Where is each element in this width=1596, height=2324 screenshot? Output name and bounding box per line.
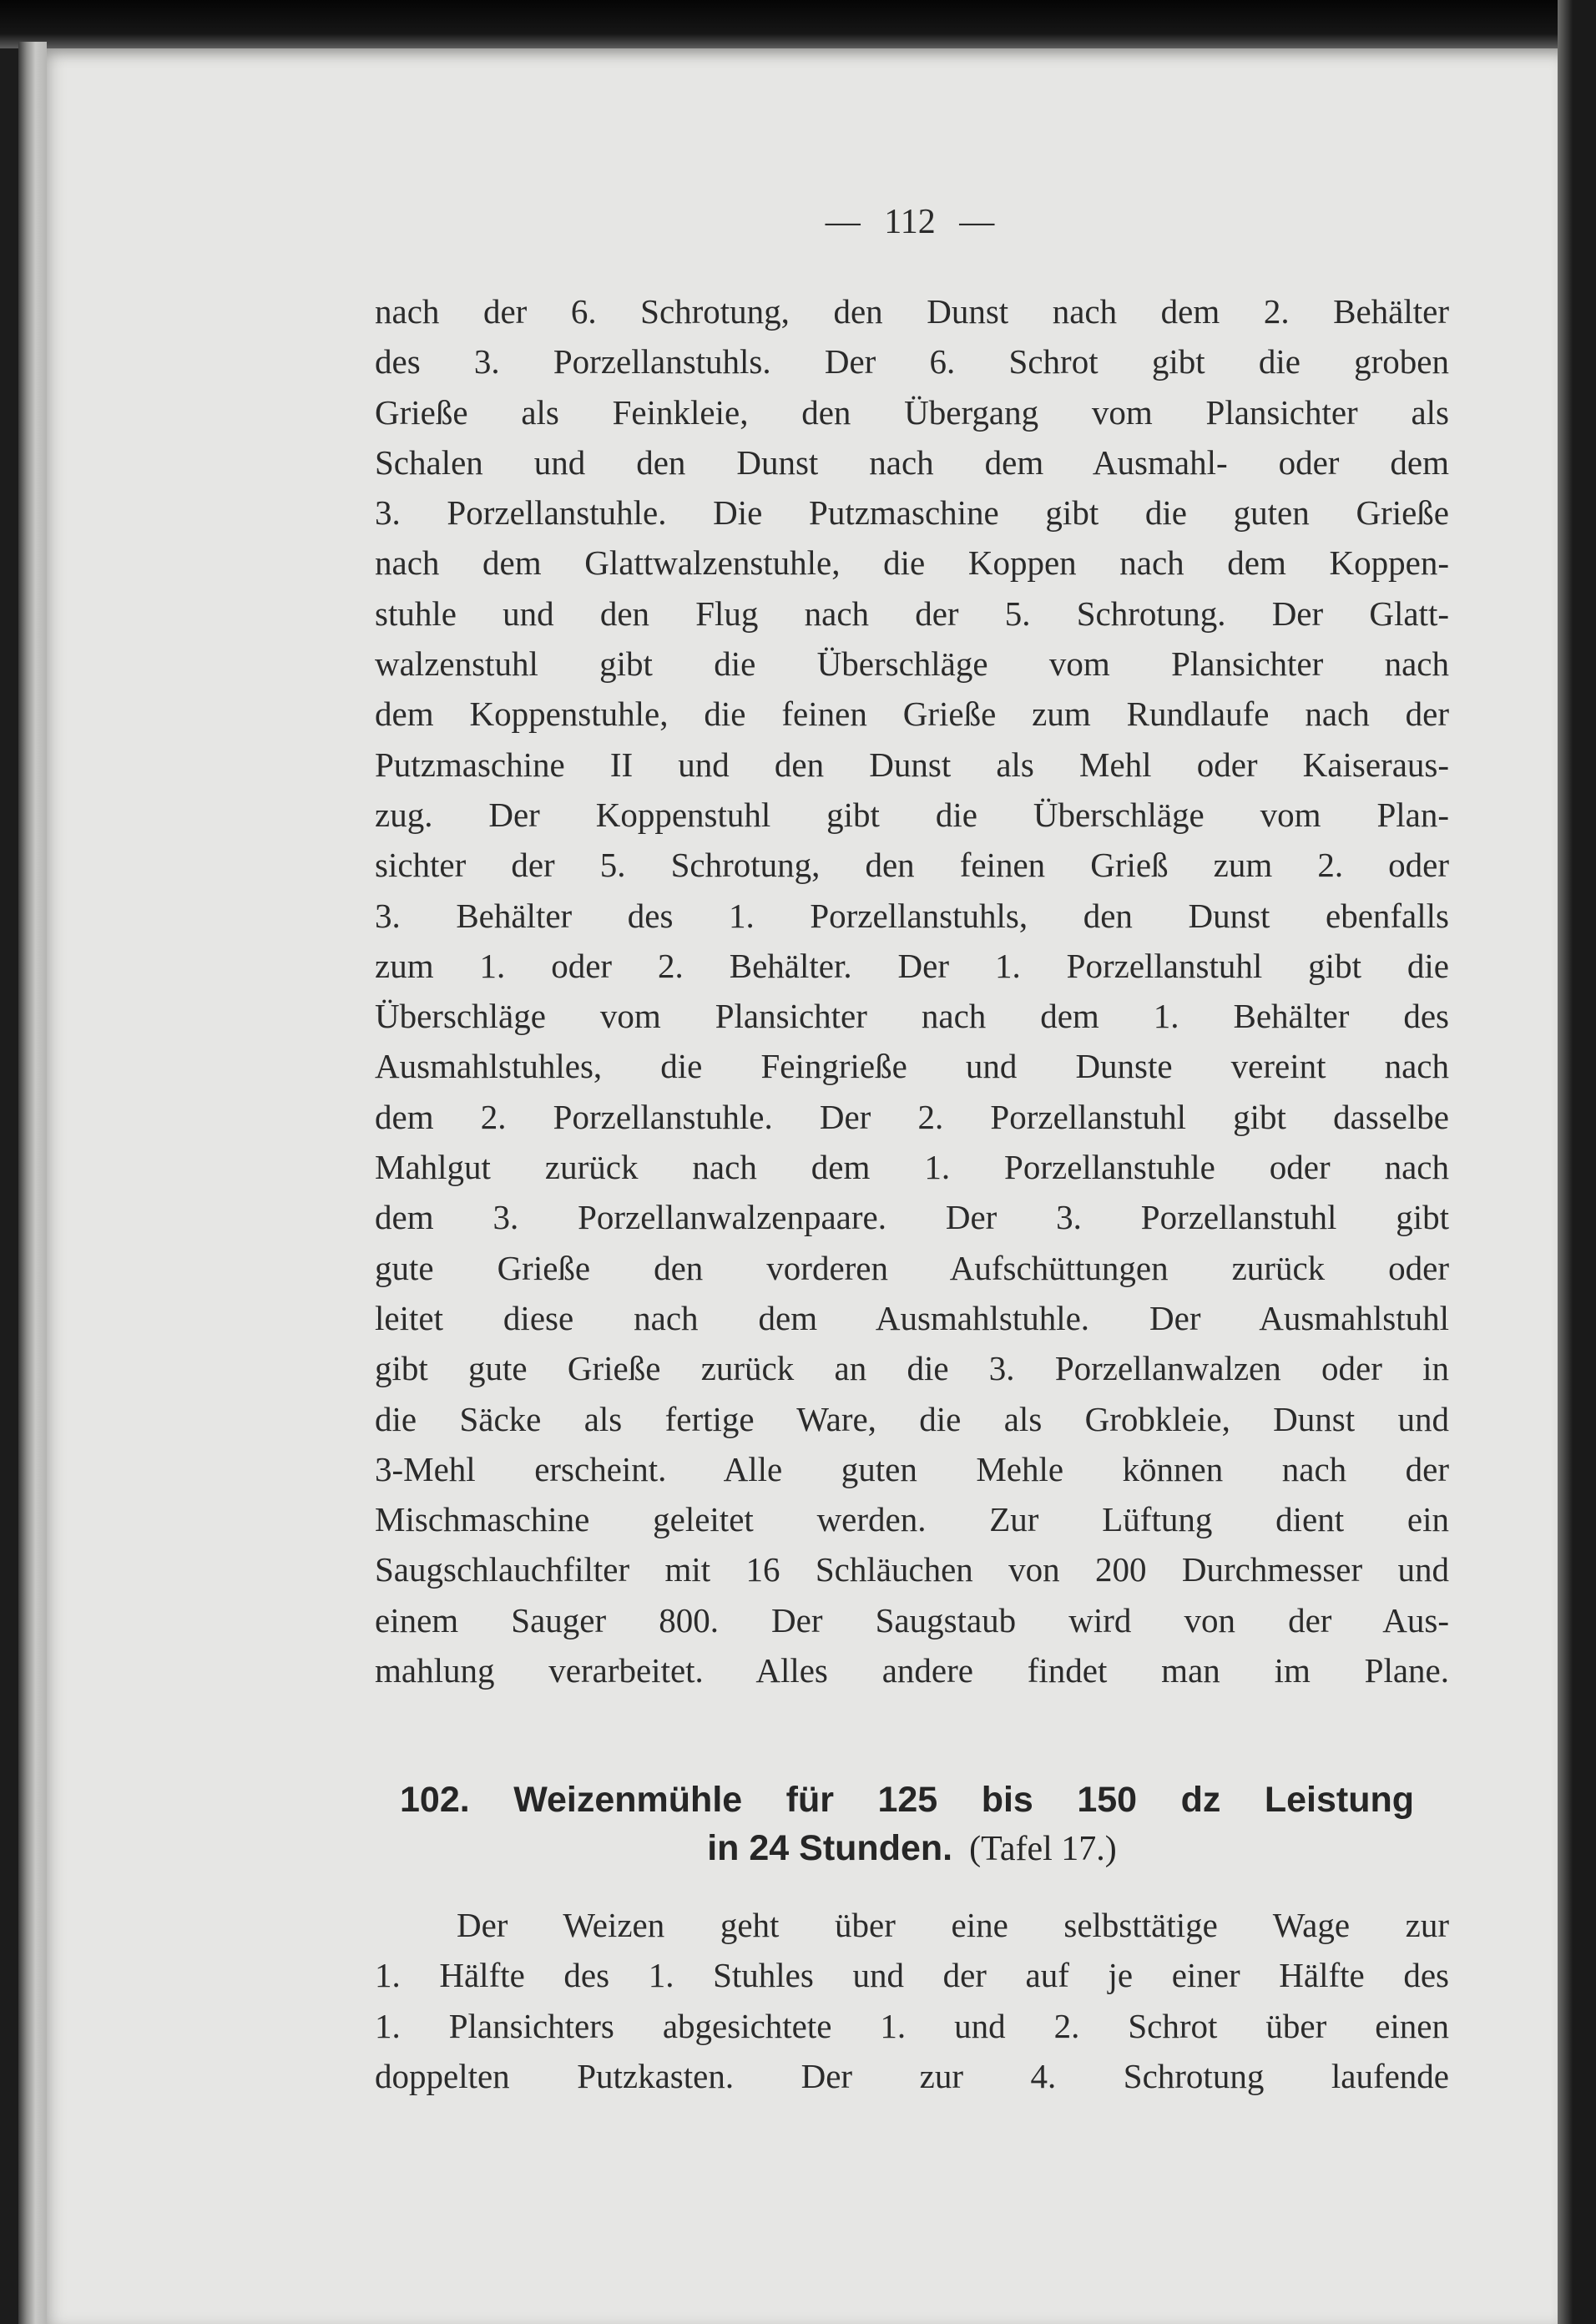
page-number: — 112 — — [825, 203, 995, 241]
text-line: dem 3. Porzellanwalzenpaare. Der 3. Porzellanstuhl gibt — [375, 1198, 1449, 1237]
text-line: Putzmaschine II und den Dunst als Mehl oder Kaiseraus- — [375, 745, 1449, 784]
plate-reference: (Tafel 17.) — [969, 1830, 1117, 1868]
text-line: nach der 6. Schrotung, den Dunst nach dem 2. Behälter — [375, 292, 1449, 331]
text-line: dem 2. Porzellanstuhle. Der 2. Porzellanstuhl gibt dasselbe — [375, 1097, 1449, 1136]
scan-right-border — [1558, 0, 1596, 2324]
section-heading-line2 — [375, 1828, 1449, 1869]
text-line: zug. Der Koppenstuhl gibt die Überschläge vom Plan- — [375, 795, 1449, 834]
text-line: nach dem Glattwalzenstuhle, die Koppen nach dem Koppen- — [375, 543, 1449, 583]
text-line: Schalen und den Dunst nach dem Ausmahl- oder dem — [375, 442, 1449, 482]
text-line: 1. Plansichters abgesichtete 1. und 2. Schrot über einen — [375, 2006, 1449, 2045]
text-line: sichter der 5. Schrotung, den feinen Grieß zum 2. oder — [375, 846, 1449, 885]
text-line: Ausmahlstuhles, die Feingrieße und Dunste vereint nach — [375, 1047, 1449, 1086]
text-line: Mahlgut zurück nach dem 1. Porzellanstuhle oder nach — [375, 1148, 1449, 1187]
section-title-line1: Weizenmühle für 125 bis 150 dz Leistung — [513, 1780, 1414, 1820]
text-line: gibt gute Grieße zurück an die 3. Porzellanwalzen oder in — [375, 1349, 1449, 1388]
text-line: Grieße als Feinkleie, den Übergang vom Plansichter als — [375, 392, 1449, 432]
text-line: 3. Porzellanstuhle. Die Putzmaschine gibt die guten Grieße — [375, 493, 1449, 533]
text-line: Saugschlauchfilter mit 16 Schläuchen von 200 Durchmesser und — [375, 1550, 1449, 1589]
text-line: Mischmaschine geleitet werden. Zur Lüftung dient ein — [375, 1500, 1449, 1539]
book-binding-edge — [18, 42, 47, 2324]
section-paragraph — [375, 1900, 1449, 2101]
scan-top-border — [0, 0, 1596, 48]
text-line: 3-Mehl erscheint. Alle guten Mehle können nach der — [375, 1449, 1449, 1488]
text-line: Der Weizen geht über eine selbsttätige Wage zur — [457, 1906, 1449, 1944]
text-line: walzenstuhl gibt die Überschläge vom Plansichter nach — [375, 644, 1449, 684]
text-line: Überschläge vom Plansichter nach dem 1. Behälter des — [375, 997, 1449, 1036]
section-title-line2: in 24 Stunden. — [707, 1828, 953, 1868]
text-line: 1. Hälfte des 1. Stuhles und der auf je einer Hälfte des — [375, 1956, 1449, 1995]
text-line: einem Sauger 800. Der Saugstaub wird von der Aus- — [375, 1600, 1449, 1639]
text-line: doppelten Putzkasten. Der zur 4. Schrotung laufende — [375, 2056, 1449, 2095]
section-heading — [400, 1780, 1414, 1828]
text-line: dem Koppenstuhle, die feinen Grieße zum Rundlaufe nach der — [375, 695, 1449, 734]
body-paragraph — [375, 286, 1449, 1695]
text-line: stuhle und den Flug nach der 5. Schrotung. Der Glatt- — [375, 594, 1449, 633]
text-line: die Säcke als fertige Ware, die als Grobkleie, Dunst und — [375, 1399, 1449, 1438]
text-line: des 3. Porzellanstuhls. Der 6. Schrot gibt die groben — [375, 342, 1449, 381]
text-line: zum 1. oder 2. Behälter. Der 1. Porzellanstuhl gibt die — [375, 946, 1449, 985]
text-line: mahlung verarbeitet. Alles andere findet man im Plane. — [375, 1651, 1449, 1690]
section-number: 102. — [400, 1780, 470, 1820]
text-line: leitet diese nach dem Ausmahlstuhle. Der Ausmahlstuhl — [375, 1298, 1449, 1337]
text-line: gute Grieße den vorderen Aufschüttungen zurück oder — [375, 1248, 1449, 1287]
text-line: 3. Behälter des 1. Porzellanstuhls, den Dunst ebenfalls — [375, 896, 1449, 935]
